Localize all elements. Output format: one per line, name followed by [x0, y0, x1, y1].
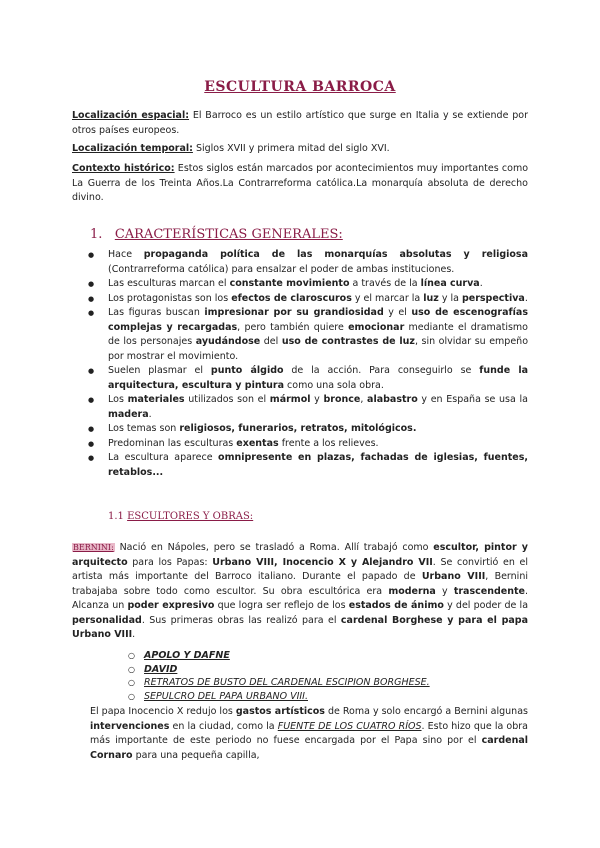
list-item: ● Los materiales utilizados son el mármol y bronce, alabastro y en España se usa la madera. — [72, 393, 528, 422]
list-item: ○ RETRATOS DE BUSTO DEL CARDENAL ESCIPION BORGHESE. — [72, 676, 528, 690]
spatial-location-paragraph: Localización espacial: El Barroco es un estilo artístico que surge en Italia y se extiende por otros países europeos. — [72, 110, 528, 136]
list-item: ● Predominan las esculturas exentas frente a los relieves. — [72, 437, 528, 452]
characteristics-list — [72, 248, 528, 480]
list-item: ● La escultura aparece omnipresente en plazas, fachadas de iglesias, fuentes, retablos... — [72, 451, 528, 480]
spatial-location-label: Localización espacial: — [72, 110, 190, 121]
fountain-link-text: FUENTE DE LOS CUATRO RÍOS — [277, 720, 422, 732]
page-title: ESCULTURA BARROCA — [204, 79, 396, 95]
section-1-1-heading: 1.1 ESCULTORES Y OBRAS: — [108, 511, 254, 522]
bernini-highlight: BERNINI: — [73, 543, 114, 552]
section-1-heading: 1. CARACTERÍSTICAS GENERALES: — [90, 227, 343, 242]
bernini-paragraph: BERNINI: Nació en Nápoles, pero se trasladó a Roma. Allí trabajó como escultor, pintor y arquitecto para los Papas: Urbano VIII, Inocencio X y Alejandro VII. Se convirtió en el artista más importante del Barroco italiano. Durante el papado de Urbano VIII, Bernini trabajaba sobre todo como escultor. Su obra escultórica era moderna y trascendente. Alcanza un poder expresivo que logra ser reflejo de los estados de ánimo y del poder de la personalidad. Sus primeras obras las realizó para el cardenal Borghese y para el papa Urbano VIII. — [72, 542, 529, 640]
temporal-location-label: Localización temporal: — [72, 143, 193, 154]
temporal-location-paragraph: Localización temporal: Siglos XVII y primera mitad del siglo XVI. — [72, 143, 390, 154]
historical-context-paragraph: Contexto histórico: Estos siglos están marcados por acontecimientos muy importantes como La Guerra de los Treinta Años.La Contrarreforma católica.La monarquía absoluta de derecho divino. — [72, 163, 529, 203]
list-item: ● Hace propaganda política de las monarquías absolutas y religiosa (Contrarreforma católica) para ensalzar el poder de ambas instituciones. — [72, 248, 528, 277]
historical-context-label: Contexto histórico: — [72, 163, 175, 174]
list-item: ● Suelen plasmar el punto álgido de la acción. Para conseguirlo se funde la arquitectura, escultura y pintura como una sola obra. — [72, 364, 528, 393]
list-item: ○ SEPULCRO DEL PAPA URBANO VIII. — [72, 690, 528, 704]
inocencio-paragraph: El papa Inocencio X redujo los gastos artísticos de Roma y solo encargó a Bernini algunas intervenciones en la ciudad, como la FUENTE DE LOS CUATRO RÍOS. Esto hizo que la obra más importante de este periodo no fuese encargada por el Papa sino por el cardenal Cornaro para una pequeña capilla, — [90, 706, 528, 761]
list-item: ● Los temas son religiosos, funerarios, retratos, mitológicos. — [72, 422, 528, 437]
list-item: ○ DAVID — [72, 663, 528, 677]
list-item: ● Las figuras buscan impresionar por su grandiosidad y el uso de escenografías complejas y recargadas, pero también quiere emocionar mediante el dramatismo de los personajes ayudándose del uso de contrastes de luz, sin olvidar su empeño por mostrar el movimiento. — [72, 306, 528, 364]
list-item: ○ APOLO Y DAFNE — [72, 649, 528, 663]
list-item: ● Los protagonistas son los efectos de claroscuros y el marcar la luz y la perspectiva. — [72, 292, 528, 307]
list-item: ● Las esculturas marcan el constante movimiento a través de la línea curva. — [72, 277, 528, 292]
bernini-works-list — [72, 649, 528, 703]
